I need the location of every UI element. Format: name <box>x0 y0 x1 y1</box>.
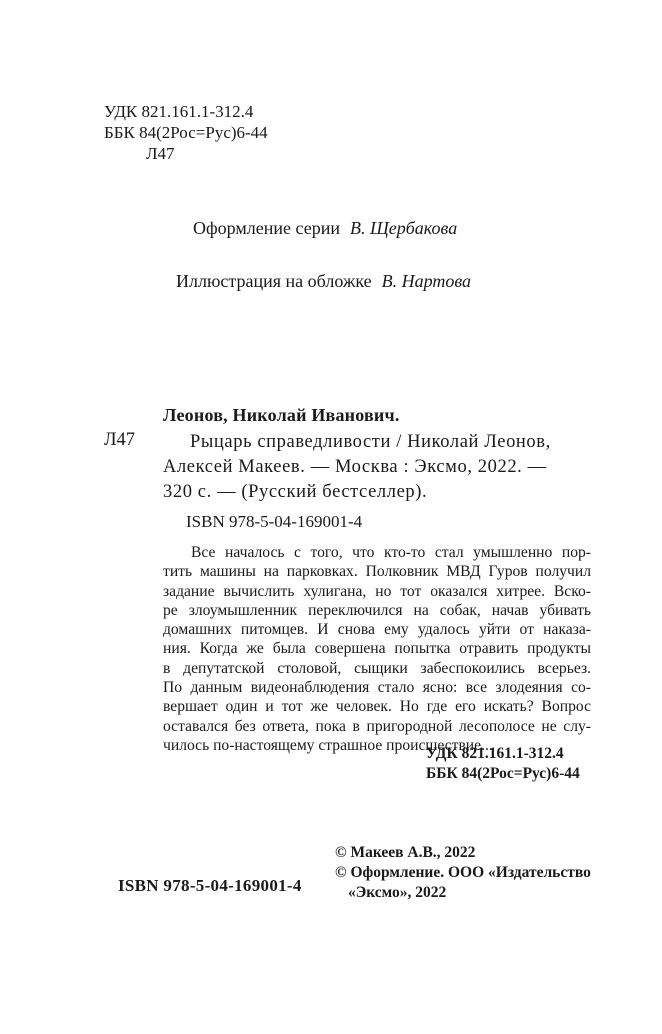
bbk-code-bold: ББК 84(2Рос=Рус)6-44 <box>426 765 580 782</box>
udk-code: УДК 821.161.1-312.4 <box>104 102 254 121</box>
annotation-line: домашних питомцев. И снова ему удалось уйти от наказа- <box>163 621 591 639</box>
annotation-line: чилось по-настоящему страшное происшествие... <box>163 736 493 754</box>
annotation-line: ре злоумышленник переключился на собак, начав убивать <box>163 601 591 619</box>
bibliographic-line: Алексей Макеев. — Москва : Эксмо, 2022. — <box>163 457 547 477</box>
annotation-line: ния. Когда же была совершена попытка отравить продукты <box>163 640 591 658</box>
series-design-label: Оформление серии <box>193 218 340 238</box>
series-design-credit <box>193 218 457 239</box>
bibliographic-line: 320 с. — (Русский бестселлер). <box>163 482 428 502</box>
bibliographic-description <box>163 430 551 505</box>
copyright-line: © Оформление. ООО «Издательство <box>335 864 591 881</box>
annotation-line: тить машины на парковках. Полковник МВД Гуров получил <box>163 563 591 581</box>
bbk-code: ББК 84(2Рос=Рус)6-44 <box>104 123 268 142</box>
annotation-line: Все началось с того, что кто-то стал умышленно пор- <box>191 544 591 561</box>
bibliographic-line: Рыцарь справедливости / Николай Леонов, <box>190 432 551 452</box>
author-mark: Л47 <box>146 144 175 163</box>
cover-illustration-credit <box>176 271 471 292</box>
udk-code-bold: УДК 821.161.1-312.4 <box>426 745 564 762</box>
annotation <box>163 543 591 755</box>
author-heading: Леонов, Николай Иванович. <box>163 405 400 425</box>
annotation-line: задание вычислить хулигана, но тот оказался хитрее. Вско- <box>163 582 591 600</box>
series-designer-name: В. Щербакова <box>349 218 458 238</box>
classification-codes-bold <box>426 744 580 784</box>
copyright-line: © Макеев А.В., 2022 <box>335 844 476 861</box>
cover-illustration-label: Иллюстрация на обложке <box>176 271 372 291</box>
bibliographic-author-mark: Л47 <box>104 430 136 450</box>
cover-illustrator-name: В. Нартова <box>381 271 472 291</box>
annotation-line: оставался без ответа, пока в пригородной лесополосе не слу- <box>163 717 591 735</box>
annotation-line: вершает один и тот же человек. Но где его искать? Вопрос <box>163 698 591 716</box>
isbn-line: ISBN 978-5-04-169001-4 <box>186 512 363 531</box>
copyright-block <box>335 843 591 903</box>
annotation-line: По данным видеонаблюдения стало ясно: все злодеяния со- <box>163 679 591 697</box>
classification-codes <box>104 101 268 164</box>
copyright-line: «Эксмо», 2022 <box>348 884 447 901</box>
isbn-bottom: ISBN 978-5-04-169001-4 <box>118 876 302 895</box>
annotation-line: в депутатской столовой, сыщики забеспокоились всерьез. <box>163 659 591 677</box>
